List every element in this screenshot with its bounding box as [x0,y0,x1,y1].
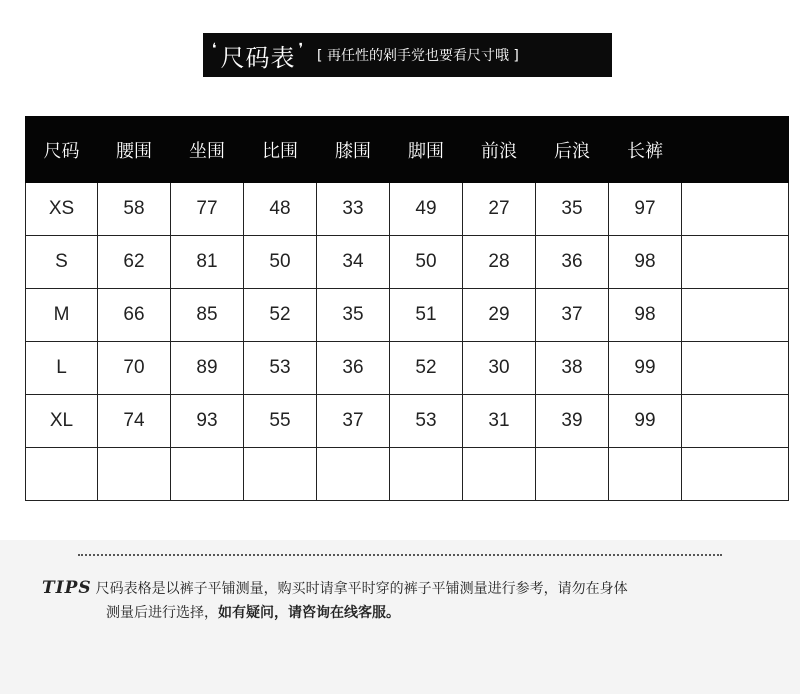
header-cell: 坐围 [171,117,244,183]
measure-cell: 97 [609,183,682,236]
measure-cell: 27 [463,183,536,236]
measure-cell: 37 [536,289,609,342]
measure-cell: 66 [98,289,171,342]
measure-cell: 51 [390,289,463,342]
measure-cell [682,342,789,395]
header-cell [682,117,789,183]
measure-cell [390,448,463,501]
measure-cell [317,448,390,501]
header-cell: 长裤 [609,117,682,183]
size-cell: XL [26,395,98,448]
size-cell: L [26,342,98,395]
measure-cell: 29 [463,289,536,342]
measure-cell: 89 [171,342,244,395]
measure-cell: 34 [317,236,390,289]
measure-cell: 28 [463,236,536,289]
tips-note [42,576,782,625]
measure-cell [682,448,789,501]
size-cell: XS [26,183,98,236]
measure-cell [244,448,317,501]
table-row [26,342,789,395]
measure-cell: 52 [390,342,463,395]
measure-cell: 50 [390,236,463,289]
measure-cell [609,448,682,501]
title-banner [203,33,612,77]
header-cell: 脚围 [390,117,463,183]
header-cell: 比围 [244,117,317,183]
header-cell: 腰围 [98,117,171,183]
title-main [209,38,307,73]
measure-cell: 39 [536,395,609,448]
measure-cell: 98 [609,236,682,289]
size-cell: M [26,289,98,342]
measure-cell: 62 [98,236,171,289]
measure-cell: 52 [244,289,317,342]
measure-cell: 36 [536,236,609,289]
table-row [26,183,789,236]
table-row [26,236,789,289]
measure-cell: 99 [609,395,682,448]
measure-cell: 33 [317,183,390,236]
measure-cell: 55 [244,395,317,448]
tips-text-2: 测量后进行选择， [106,605,218,621]
table-body [26,183,789,501]
measure-cell: 81 [171,236,244,289]
title-text: 尺码表 [220,43,296,72]
dotted-divider [78,554,722,556]
measure-cell [536,448,609,501]
tips-text-2-bold: 如有疑问，请咨询在线客服。 [218,605,400,621]
measure-cell: 30 [463,342,536,395]
measure-cell: 74 [98,395,171,448]
measure-cell: 37 [317,395,390,448]
measure-cell: 35 [536,183,609,236]
measure-cell: 35 [317,289,390,342]
measure-cell: 48 [244,183,317,236]
tips-line-1 [42,576,782,601]
table-row [26,448,789,501]
measure-cell [682,289,789,342]
header-cell: 后浪 [536,117,609,183]
table-row [26,395,789,448]
measure-cell [682,395,789,448]
size-cell: S [26,236,98,289]
tips-label: TIPS [42,578,92,598]
measure-cell: 85 [171,289,244,342]
measure-cell: 53 [390,395,463,448]
tips-line-2 [42,601,782,625]
header-cell: 前浪 [463,117,536,183]
measure-cell [171,448,244,501]
measure-cell [682,183,789,236]
measure-cell: 38 [536,342,609,395]
measure-cell: 99 [609,342,682,395]
tips-text-1: 尺码表格是以裤子平铺测量，购买时请拿平时穿的裤子平铺测量进行参考，请勿在身体 [95,581,628,597]
measure-cell: 50 [244,236,317,289]
measure-cell: 58 [98,183,171,236]
measure-cell [463,448,536,501]
measure-cell: 77 [171,183,244,236]
table-row [26,289,789,342]
size-chart-table [25,116,789,501]
header-cell: 膝围 [317,117,390,183]
measure-cell: 70 [98,342,171,395]
measure-cell: 49 [390,183,463,236]
measure-cell: 36 [317,342,390,395]
sparkle-right-icon: ❜ [298,41,305,57]
measure-cell: 98 [609,289,682,342]
size-cell [26,448,98,501]
measure-cell [682,236,789,289]
measure-cell [98,448,171,501]
measure-cell: 31 [463,395,536,448]
sparkle-left-icon: ❛ [212,41,218,57]
measure-cell: 53 [244,342,317,395]
title-subtitle: [ 再任性的剁手党也要看尺寸哦 ] [317,48,519,64]
measure-cell: 93 [171,395,244,448]
header-cell: 尺码 [26,117,98,183]
table-header-row [26,117,789,183]
